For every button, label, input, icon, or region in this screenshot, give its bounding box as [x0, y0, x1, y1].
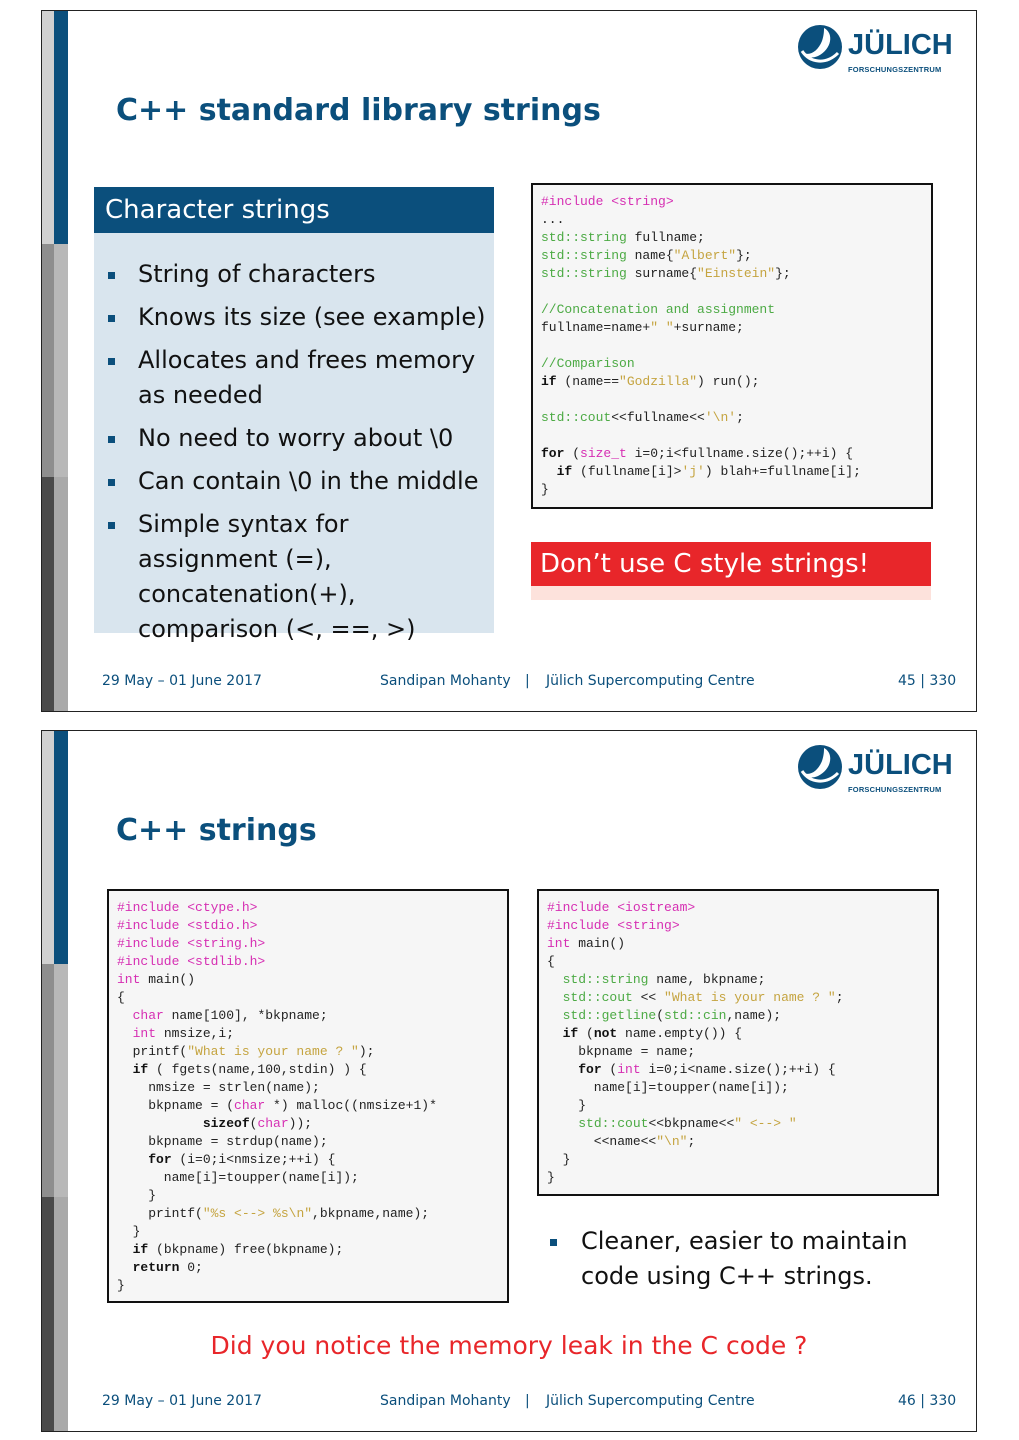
logo-wordmark: JÜLICH: [848, 29, 953, 61]
code-listing-cpp-strings: #include <string> ... std::string fullname; std::string name{"Albert"}; std::string surname{"Einstein"}; //Concatenation and assignment fullname=name+" "+surname; //Comparison if (name=="Godzilla") run(); std::cout<<fullname<<'\n'; for (size_t i=0;i<fullname.size();++i) { if (fullname[i]>'j') blah+=fullname[i]; }: [531, 183, 933, 509]
square-bullet-icon: [108, 479, 115, 486]
block-heading: Character strings: [94, 187, 494, 233]
bullet-list: [138, 257, 488, 655]
list-item: No need to worry about \0: [138, 421, 488, 456]
list-item: Knows its size (see example): [138, 300, 488, 335]
alert-text: Don’t use C style strings!: [531, 542, 931, 586]
footer-date: 29 May – 01 June 2017: [102, 1393, 262, 1409]
alert-block: [531, 542, 931, 600]
list-item: String of characters: [138, 257, 488, 292]
code-listing-c-version: #include <ctype.h> #include <stdio.h> #include <string.h> #include <stdlib.h> int main() { char name[100], *bkpname; int nmsize,i; printf("What is your name ? "); if ( fgets(name,100,stdin) ) { nmsize = strlen(name); bkpname = (char *) malloc((nmsize+1)* sizeof(char)); bkpname = strdup(name); for (i=0;i<nmsize;++i) { name[i]=toupper(name[i]); } printf("%s <--> %s\n",bkpname,name); } if (bkpname) free(bkpname); return 0; }: [107, 889, 509, 1303]
footer-separator: |: [525, 1393, 530, 1409]
slide-sidebar: [42, 731, 68, 1431]
list-item: Allocates and frees memory as needed: [138, 343, 488, 413]
footer-date: 29 May – 01 June 2017: [102, 673, 262, 689]
list-item: Can contain \0 in the middle: [138, 464, 488, 499]
square-bullet-icon: [108, 315, 115, 322]
code-listing-cpp-version: #include <iostream> #include <string> int main() { std::string name, bkpname; std::cout << "What is your name ? "; std::getline(std::cin,name); if (not name.empty()) { bkpname = name; for (int i=0;i<name.size();++i) { name[i]=toupper(name[i]); } std::cout<<bkpname<<" <--> " <<name<<"\n"; } }: [537, 889, 939, 1196]
list-item: Simple syntax for assignment (=), concatenation(+), comparison (<, ==, >): [138, 507, 488, 647]
logo-subtitle: FORSCHUNGSZENTRUM: [848, 785, 942, 794]
square-bullet-icon: [108, 522, 115, 529]
juelich-logo-icon: [796, 23, 956, 78]
slide-title: C++ strings: [116, 813, 317, 848]
square-bullet-icon: [108, 272, 115, 279]
footer-organization: Jülich Supercomputing Centre: [546, 673, 755, 689]
footer-organization: Jülich Supercomputing Centre: [546, 1393, 755, 1409]
memory-leak-note: Did you notice the memory leak in the C code ?: [210, 1331, 808, 1360]
slide-46: [41, 730, 977, 1432]
logo-wordmark: JÜLICH: [848, 749, 953, 781]
bullet-list: [581, 1224, 941, 1294]
footer-page-number: 45 | 330: [898, 673, 957, 689]
footer-author: Sandipan Mohanty: [380, 1393, 511, 1409]
slide-45: [41, 10, 977, 712]
juelich-logo-icon: [796, 743, 956, 798]
logo-subtitle: FORSCHUNGSZENTRUM: [848, 65, 942, 74]
square-bullet-icon: [550, 1239, 557, 1246]
square-bullet-icon: [108, 358, 115, 365]
slide-sidebar: [42, 11, 68, 711]
footer-separator: |: [525, 673, 530, 689]
slide-title: C++ standard library strings: [116, 93, 601, 128]
list-item: Cleaner, easier to maintain code using C++ strings.: [581, 1224, 941, 1294]
character-strings-block: [94, 187, 494, 643]
footer-page-number: 46 | 330: [898, 1393, 957, 1409]
footer-author: Sandipan Mohanty: [380, 673, 511, 689]
square-bullet-icon: [108, 436, 115, 443]
